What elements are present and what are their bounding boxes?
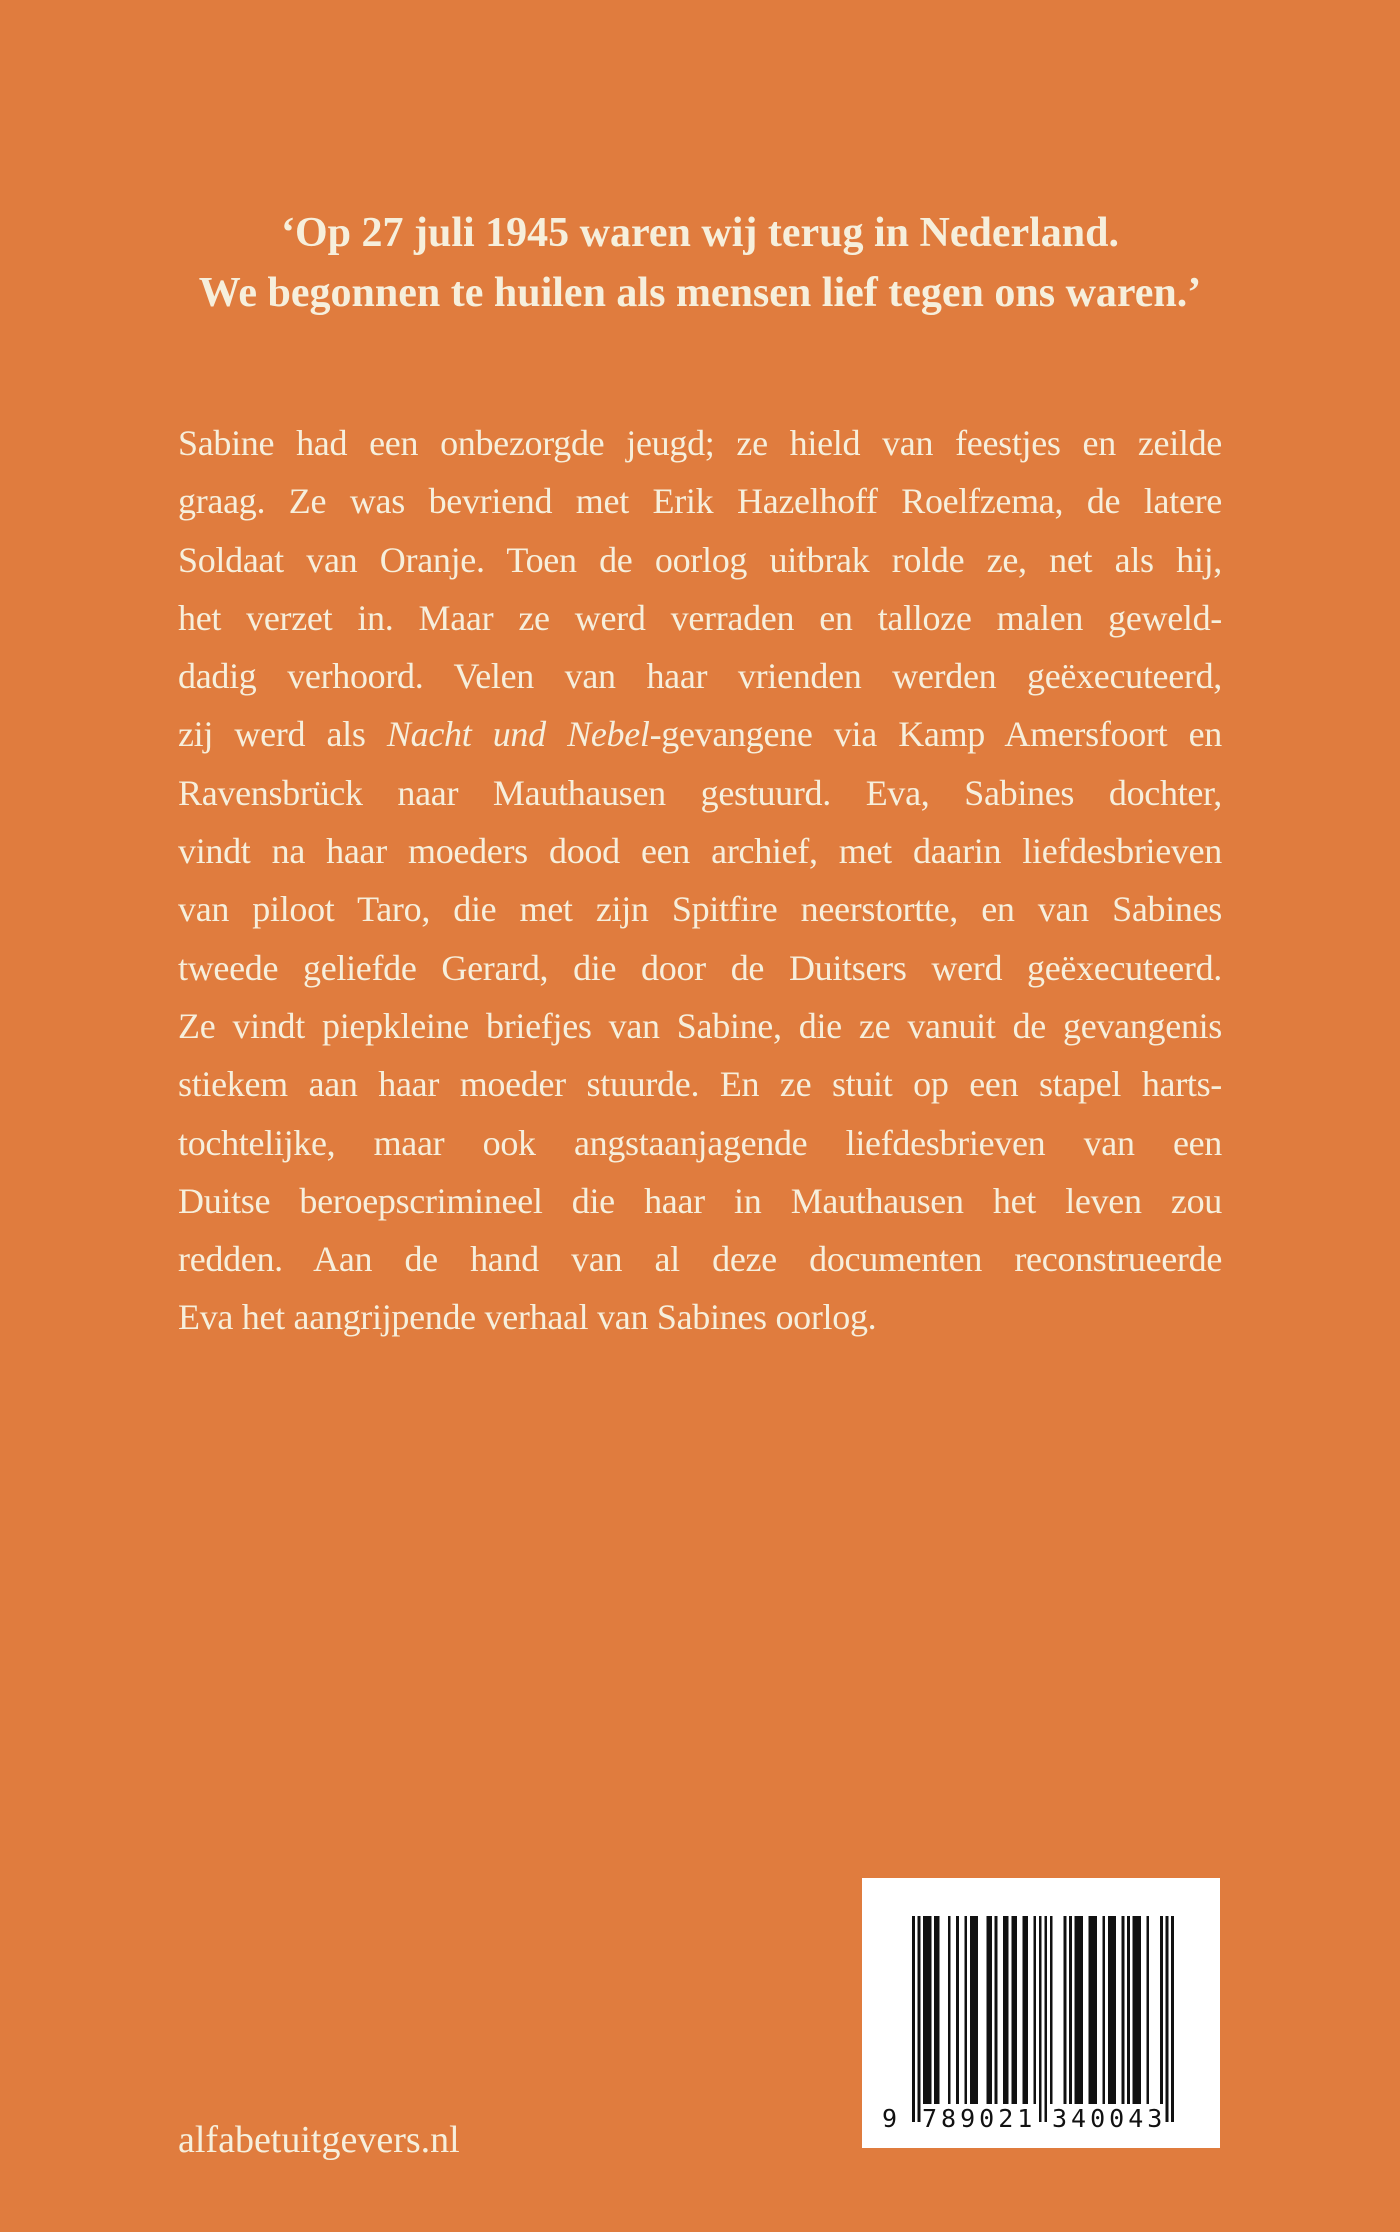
barcode-digit-leading: 9 [882, 2104, 898, 2133]
body-line: Ze vindt piepkleine briefjes van Sabine, die ze vanuit de gevangenis [178, 1005, 1222, 1046]
body-line: stiekem aan haar moeder stuurde. En ze stuit op een stapel harts- [178, 1064, 1222, 1105]
body-line: vindt na haar moeders dood een archief, met daarin liefdesbrieven [178, 831, 1222, 872]
barcode-digits-right: 340043 [1052, 2104, 1167, 2133]
body-line: Ravensbrück naar Mauthausen gestuurd. Eva, Sabines dochter, [178, 772, 1222, 813]
body-line: tweede geliefde Gerard, die door de Duitsers werd geëxecuteerd. [178, 947, 1222, 988]
barcode-digits-left: 789021 [922, 2104, 1037, 2133]
barcode-digits [862, 2104, 1220, 2134]
quote-line-1: ‘Op 27 juli 1945 waren wij terug in Nederland. [280, 210, 1120, 256]
quote [80, 203, 1320, 323]
body-line: zij werd als Nacht und Nebel-gevangene via Kamp Amersfoort en [178, 714, 1222, 755]
body-line: Sabine had een onbezorgde jeugd; ze hield van feestjes en zeilde [178, 423, 1222, 463]
body-line: het verzet in. Maar ze werd verraden en talloze malen geweld- [178, 597, 1222, 638]
body-line: Eva het aangrijpende verhaal van Sabines oorlog. [178, 1297, 877, 1338]
body-line: graag. Ze was bevriend met Erik Hazelhoff Roelfzema, de latere [178, 481, 1222, 522]
synopsis-text [178, 414, 1222, 1347]
body-line: Soldaat van Oranje. Toen de oorlog uitbrak rolde ze, net als hij, [178, 539, 1222, 580]
quote-line-2: We begonnen te huilen als mensen lief tegen ons waren.’ [198, 270, 1202, 316]
barcode [862, 1878, 1220, 2148]
body-line: van piloot Taro, die met zijn Spitfire neerstortte, en van Sabines [178, 889, 1222, 930]
body-line: Duitse beroepscrimineel die haar in Mauthausen het leven zou [178, 1180, 1222, 1221]
body-line: dadig verhoord. Velen van haar vrienden werden geëxecuteerd, [178, 656, 1222, 697]
body-line: tochtelijke, maar ook angstaanjagende liefdesbrieven van een [178, 1122, 1222, 1163]
barcode-bars [912, 1916, 1174, 2122]
publisher-url: alfabetuitgevers.nl [178, 2119, 460, 2161]
body-line: redden. Aan de hand van al deze documenten reconstrueerde [178, 1239, 1222, 1280]
